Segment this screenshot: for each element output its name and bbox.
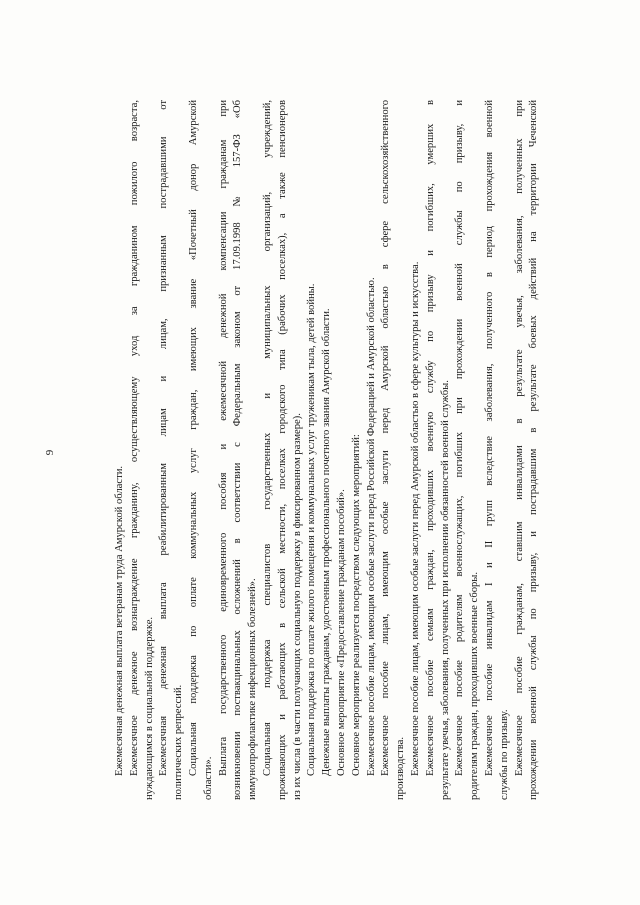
text-line: Ежемесячное пособие лицам, имеющим особые заслуги перед Амурской областью в сфере сельскохозяйственного [380, 100, 392, 776]
text-line: службы по призыву. [498, 709, 510, 800]
text-line: Ежемесячное пособие гражданам, ставшим инвалидами в результате увечья, заболевания, полученных при [513, 100, 525, 776]
text-line: Социальная поддержка специалистов государственных и муниципальных организаций, учреждений, [261, 100, 273, 776]
text-line: Ежемесячное пособие лицам, имеющим особые заслуги перед Амурской областью в сфере культуры и искусства. [409, 261, 421, 776]
text-line: Ежемесячное пособие инвалидам I и II групп вследствие заболевания, полученного в период прохождения военной [483, 100, 495, 776]
document-body [113, 100, 542, 800]
text-line: результате увечья, заболевания, полученных при исполнении обязанностей военной службы. [439, 380, 451, 800]
text-line: Ежемесячная денежная выплата реабилитированным лицам и лицам, признанным пострадавшими от [158, 100, 170, 776]
text-line: иммунопрофилактике инфекционных болезней». [247, 578, 259, 800]
text-line: проживающих и работающих в сельской местности, поселках городского типа (рабочих поселках), а также пенсионеров [276, 100, 288, 800]
text-line: Социальная поддержка по оплате коммунальных услуг граждан, имеющих звание «Почетный донор Амурской [187, 100, 199, 776]
text-line: производства. [395, 737, 407, 800]
text-line: Социальная поддержка по оплате жилого помещения и коммунальных услуг труженикам тыла, детей войны. [306, 283, 318, 776]
text-line: Основное мероприятие «Предоставление гражданам пособий». [335, 489, 347, 776]
text-line: области». [202, 756, 214, 800]
page-number: 9 [44, 449, 56, 456]
text-line: нуждающимся в социальной поддержке. [143, 616, 155, 800]
text-line: Ежемесячное пособие лицам, имеющим особые заслуги перед Российской Федерацией и Амурской областью. [365, 277, 377, 776]
text-line: из их числа (в части получающих социальную поддержку в фиксированном размере). [291, 413, 303, 800]
text-line: родителям граждан, проходивших военные сборы. [469, 571, 481, 800]
text-line: Ежемесячное денежное вознаграждение гражданину, осуществляющему уход за гражданином пожилого возраста, [128, 100, 140, 776]
text-line: прохождении военной службы по призыву, и пострадавшим в результате боевых действий на территории Чеченской [528, 100, 540, 800]
text-line: политических репрессий. [173, 684, 185, 800]
text-line: Выплата государственного единовременного пособия и ежемесячной денежной компенсации гражданам при [217, 100, 229, 776]
text-line: возникновении поствакцинальных осложнений в соответствии с Федеральным законом от 17.09.1998 № 157-ФЗ «Об [232, 100, 244, 800]
text-line: Основное мероприятие реализуется посредством следующих мероприятий: [350, 434, 362, 776]
text-line: Ежемесячная денежная выплата ветеранам труда Амурской области. [114, 465, 125, 776]
text-line: Ежемесячное пособие родителям военнослужащих, погибших при прохождении военной службы по призыву, и [454, 100, 466, 776]
text-line: Ежемесячное пособие семьям граждан, проходивших военную службу по призыву и погибших, умерших в [424, 100, 436, 776]
text-line: Денежные выплаты гражданам, удостоенным профессионального почетного звания Амурской области. [321, 308, 333, 776]
